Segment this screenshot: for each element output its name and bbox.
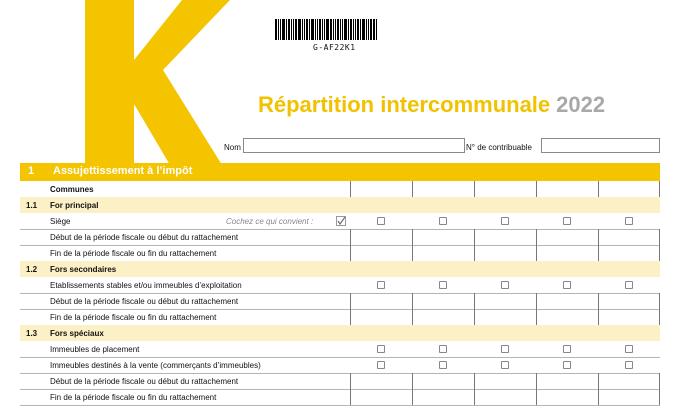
row-1-1-1-checkbox-4[interactable]	[563, 217, 571, 225]
barcode-bar	[311, 19, 314, 40]
communes-row-cell-5[interactable]	[598, 181, 660, 197]
row-1-2-3-cell-5[interactable]	[598, 309, 660, 325]
communes-row-cell-2[interactable]	[412, 181, 474, 197]
row-1-3-3-cell-5[interactable]	[598, 373, 660, 389]
row-1-3-2-label: Immeubles destinés à la vente (commerçants d’immeubles)	[50, 361, 261, 370]
row-1-3-1	[20, 341, 660, 358]
barcode-bar	[302, 19, 303, 40]
row-1-3-4-label: Fin de la période fiscale ou fin du rattachement	[50, 393, 217, 402]
barcode-bar	[295, 19, 297, 40]
subsection-1-3-label: Fors spéciaux	[50, 329, 104, 338]
row-1-2-3-cell-2[interactable]	[412, 309, 474, 325]
row-1-1-2-cell-1[interactable]	[350, 229, 412, 245]
barcode-bar	[280, 19, 281, 40]
row-1-3-4-cell-3[interactable]	[474, 389, 536, 405]
form-letter-k-logo	[0, 0, 230, 165]
row-1-3-3-cell-3[interactable]	[474, 373, 536, 389]
row-1-3-2-checkbox-1[interactable]	[377, 361, 385, 369]
commune-cells	[350, 181, 660, 197]
section-title: Assujettissement à l’impôt	[53, 165, 193, 177]
barcode-bar	[306, 19, 308, 40]
barcode-bar	[278, 19, 279, 40]
subsection-1-1	[20, 197, 660, 213]
row-1-1-2-cell-2[interactable]	[412, 229, 474, 245]
row-1-2-3-cell-1[interactable]	[350, 309, 412, 325]
row-1-3-4-cell-5[interactable]	[598, 389, 660, 405]
row-1-1-1-checkbox-3[interactable]	[501, 217, 509, 225]
barcode-bar	[366, 19, 367, 40]
barcode-bar	[376, 19, 377, 40]
title-text: Répartition intercommunale	[258, 92, 551, 117]
row-1-1-3-cell-2[interactable]	[412, 245, 474, 261]
row-1-2-1-checkbox-5[interactable]	[625, 281, 633, 289]
nom-input[interactable]	[243, 138, 465, 153]
commune-cells	[350, 357, 660, 373]
communes-row-label: Communes	[50, 185, 94, 194]
row-1-1-2	[20, 229, 660, 246]
row-1-2-2-cell-3[interactable]	[474, 293, 536, 309]
subsection-number: 1.1	[26, 201, 38, 210]
barcode-bar	[362, 19, 365, 40]
barcode-bar	[344, 19, 347, 40]
barcode-bar	[360, 19, 361, 40]
row-1-3-3-cell-2[interactable]	[412, 373, 474, 389]
subsection-1-2-label: Fors secondaires	[50, 265, 117, 274]
row-1-2-1-checkbox-1[interactable]	[377, 281, 385, 289]
barcode-bar	[282, 19, 285, 40]
barcode-bar	[298, 19, 301, 40]
row-1-2-1	[20, 277, 660, 294]
commune-cells	[350, 309, 660, 325]
row-1-2-1-checkbox-3[interactable]	[501, 281, 509, 289]
barcode-bar	[355, 19, 356, 40]
communes-row-cell-3[interactable]	[474, 181, 536, 197]
row-1-3-3-cell-1[interactable]	[350, 373, 412, 389]
commune-cells	[350, 213, 660, 229]
row-1-3-2-checkbox-4[interactable]	[563, 361, 571, 369]
row-1-2-3-cell-3[interactable]	[474, 309, 536, 325]
row-1-3-3-label: Début de la période fiscale ou début du rattachement	[50, 377, 239, 386]
row-1-1-2-label: Début de la période fiscale ou début du rattachement	[50, 233, 239, 242]
title-year: 2022	[556, 92, 606, 117]
commune-cells	[350, 373, 660, 389]
row-1-3-4	[20, 389, 660, 406]
contribuable-label: N° de contribuable	[466, 143, 532, 152]
barcode-bar	[357, 19, 359, 40]
row-1-2-2	[20, 293, 660, 310]
row-1-2-1-label: Etablissements stables et/ou immeubles d’exploitation	[50, 281, 242, 290]
checkmark-icon	[336, 216, 346, 226]
row-1-1-1-checkbox-5[interactable]	[625, 217, 633, 225]
row-1-2-2-cell-2[interactable]	[412, 293, 474, 309]
commune-cells	[350, 229, 660, 245]
subsection-number: 1.3	[26, 329, 38, 338]
row-1-2-3	[20, 309, 660, 326]
contribuable-input[interactable]	[541, 138, 660, 153]
section-number: 1	[28, 165, 35, 177]
barcode-bar	[350, 19, 352, 40]
row-1-3-1-checkbox-1[interactable]	[377, 345, 385, 353]
page-title	[258, 92, 605, 118]
nom-label: Nom	[224, 143, 241, 152]
barcode-bar	[370, 19, 372, 40]
subsection-1-1-label: For principal	[50, 201, 99, 210]
row-1-2-1-checkbox-2[interactable]	[439, 281, 447, 289]
row-1-3-2-checkbox-5[interactable]	[625, 361, 633, 369]
row-1-2-2-label: Début de la période fiscale ou début du rattachement	[50, 297, 239, 306]
row-1-2-3-cell-4[interactable]	[536, 309, 598, 325]
commune-cells	[350, 389, 660, 405]
row-1-3-4-cell-1[interactable]	[350, 389, 412, 405]
barcode-bar	[286, 19, 287, 40]
row-1-2-2-cell-5[interactable]	[598, 293, 660, 309]
row-1-3-2-checkbox-2[interactable]	[439, 361, 447, 369]
row-1-1-3-label: Fin de la période fiscale ou fin du rattachement	[50, 249, 217, 258]
barcode-bar	[293, 19, 294, 40]
row-1-2-1-checkbox-4[interactable]	[563, 281, 571, 289]
row-1-3-1-checkbox-3[interactable]	[501, 345, 509, 353]
subsection-number: 1.2	[26, 265, 38, 274]
row-1-3-1-checkbox-2[interactable]	[439, 345, 447, 353]
row-1-3-2-checkbox-3[interactable]	[501, 361, 509, 369]
barcode-bar	[304, 19, 305, 40]
row-1-1-3-cell-1[interactable]	[350, 245, 412, 261]
barcode-bar	[322, 19, 323, 40]
subsection-1-3	[20, 325, 660, 341]
row-1-2-2-cell-1[interactable]	[350, 293, 412, 309]
barcode-bar	[330, 19, 332, 40]
row-1-1-3-cell-5[interactable]	[598, 245, 660, 261]
row-1-1-3	[20, 245, 660, 262]
row-1-1-3-cell-3[interactable]	[474, 245, 536, 261]
commune-cells	[350, 245, 660, 261]
barcode-bar	[326, 19, 329, 40]
row-1-3-3	[20, 373, 660, 390]
row-1-3-4-cell-4[interactable]	[536, 389, 598, 405]
row-1-3-4-cell-2[interactable]	[412, 389, 474, 405]
row-1-3-2	[20, 357, 660, 374]
barcode-bar	[348, 19, 349, 40]
row-1-1-2-cell-3[interactable]	[474, 229, 536, 245]
row-1-1-2-cell-5[interactable]	[598, 229, 660, 245]
row-1-3-1-label: Immeubles de placement	[50, 345, 140, 354]
row-1-2-3-label: Fin de la période fiscale ou fin du rattachement	[50, 313, 217, 322]
barcode-bar	[335, 19, 336, 40]
communes-row-cell-4[interactable]	[536, 181, 598, 197]
communes-row-cell-1[interactable]	[350, 181, 412, 197]
row-1-2-2-cell-4[interactable]	[536, 293, 598, 309]
row-1-1-1-label: Siège	[50, 217, 71, 226]
barcode-bar	[319, 19, 321, 40]
barcode-bar	[288, 19, 290, 40]
cochez-hint: Cochez ce qui convient :	[226, 217, 314, 226]
barcode-bar	[373, 19, 375, 40]
barcode-bar	[340, 19, 341, 40]
row-1-1-2-cell-4[interactable]	[536, 229, 598, 245]
barcode-bar	[324, 19, 325, 40]
barcode-bar	[309, 19, 310, 40]
barcode-bar	[353, 19, 354, 40]
barcode-bar	[337, 19, 339, 40]
barcode-bar	[317, 19, 318, 40]
barcode	[275, 19, 378, 40]
barcode-bar	[333, 19, 334, 40]
row-1-1-1-checkbox-2[interactable]	[439, 217, 447, 225]
row-1-3-1-checkbox-5[interactable]	[625, 345, 633, 353]
barcode-bar	[291, 19, 292, 40]
barcode-text: G-AF22K1	[313, 43, 356, 52]
barcode-bar	[342, 19, 343, 40]
commune-cells	[350, 293, 660, 309]
barcode-bar	[368, 19, 369, 40]
row-1-3-1-checkbox-4[interactable]	[563, 345, 571, 353]
row-1-3-3-cell-4[interactable]	[536, 373, 598, 389]
barcode-bar	[315, 19, 316, 40]
section-1-header	[20, 163, 660, 181]
commune-cells	[350, 341, 660, 357]
row-1-1-3-cell-4[interactable]	[536, 245, 598, 261]
barcode-bar	[275, 19, 277, 40]
commune-cells	[350, 277, 660, 293]
subsection-1-2	[20, 261, 660, 277]
row-1-1-1-checkbox-1[interactable]	[377, 217, 385, 225]
communes-row	[20, 181, 660, 198]
